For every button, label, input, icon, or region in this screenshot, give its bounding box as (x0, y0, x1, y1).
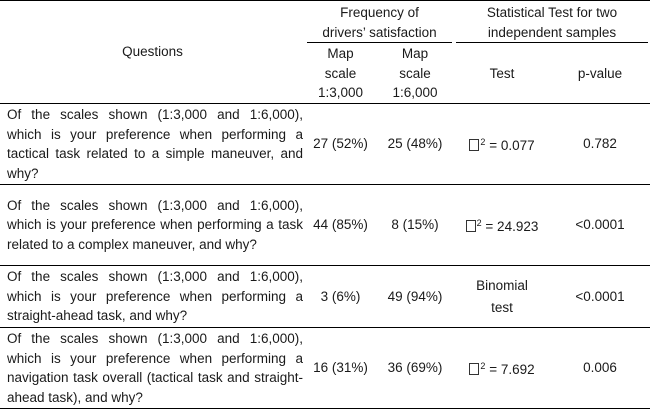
test-superscript: 2 (480, 360, 486, 371)
question-cell: Of the scales shown (1:3,000 and 1:6,000), which is your preference when performing a navigation task overall (tactical task and straight-ahead task), and why? (0, 328, 305, 409)
header-stat-sub (454, 23, 650, 44)
test-line2: test (491, 299, 513, 315)
chi-square-symbol-icon (466, 220, 476, 232)
p-value-cell: 0.782 (550, 104, 650, 185)
header-frequency (305, 1, 454, 23)
scale-6000-cell: 25 (48%) (376, 104, 454, 185)
table-row (0, 185, 650, 266)
header-stat-test (454, 1, 650, 23)
header-questions-label: Questions (122, 44, 183, 60)
header-map-3000-line1: Map (327, 46, 354, 61)
p-value-cell: 0.006 (550, 328, 650, 409)
header-questions (0, 1, 305, 104)
scale-6000-cell: 36 (69%) (376, 328, 454, 409)
scale-3000-cell: 3 (6%) (305, 266, 376, 328)
question-cell: Of the scales shown (1:3,000 and 1:6,000), which is your preference when performing a straight-ahead task, and why? (0, 266, 305, 328)
header-map-3000-line2: scale (324, 65, 357, 81)
chi-square-symbol-icon (469, 139, 479, 151)
scale-6000-cell: 49 (94%) (376, 266, 454, 328)
p-value-cell: <0.0001 (550, 185, 650, 266)
chi-square-symbol-icon (469, 363, 479, 375)
scale-3000-cell: 44 (85%) (305, 185, 376, 266)
header-test-label: Test (489, 65, 515, 81)
scale-6000-cell: 8 (15%) (376, 185, 454, 266)
header-map-3000 (305, 44, 376, 104)
header-map-6000-line3: 1:6,000 (392, 85, 438, 100)
test-value: = 0.077 (485, 137, 535, 153)
test-value: = 24.923 (481, 218, 539, 234)
test-value: = 7.692 (485, 361, 535, 377)
test-cell (454, 104, 550, 185)
test-superscript: 2 (476, 217, 482, 228)
scale-3000-cell: 16 (31%) (305, 328, 376, 409)
table-row (0, 266, 650, 328)
header-frequency-line1: Frequency of (340, 5, 419, 20)
header-map-6000-line1: Map (401, 46, 429, 61)
p-value-cell: <0.0001 (550, 266, 650, 328)
header-map-6000-line2: scale (399, 65, 431, 81)
header-stat-line2: independent samples (456, 23, 648, 44)
test-cell (454, 328, 550, 409)
header-stat-line1: Statistical Test for two (486, 5, 618, 20)
scale-3000-cell: 27 (52%) (305, 104, 376, 185)
question-cell: Of the scales shown (1:3,000 and 1:6,000), which is your preference when performing a task related to a complex maneuver, and why? (0, 185, 305, 266)
header-test (454, 44, 550, 104)
header-map-3000-line3: 1:3,000 (317, 85, 364, 100)
header-pvalue-label: p-value (577, 65, 623, 81)
test-line1: Binomial (476, 277, 528, 293)
test-cell (454, 266, 550, 328)
header-frequency-line2: drivers’ satisfaction (307, 23, 452, 44)
test-superscript: 2 (480, 136, 486, 147)
table-row (0, 104, 650, 185)
header-pvalue (550, 44, 650, 104)
test-cell (454, 185, 550, 266)
header-frequency-sub (305, 23, 454, 44)
header-map-6000 (376, 44, 454, 104)
question-cell: Of the scales shown (1:3,000 and 1:6,000), which is your preference when performing a tactical task related to a simple maneuver, and why? (0, 104, 305, 185)
table-row (0, 328, 650, 409)
